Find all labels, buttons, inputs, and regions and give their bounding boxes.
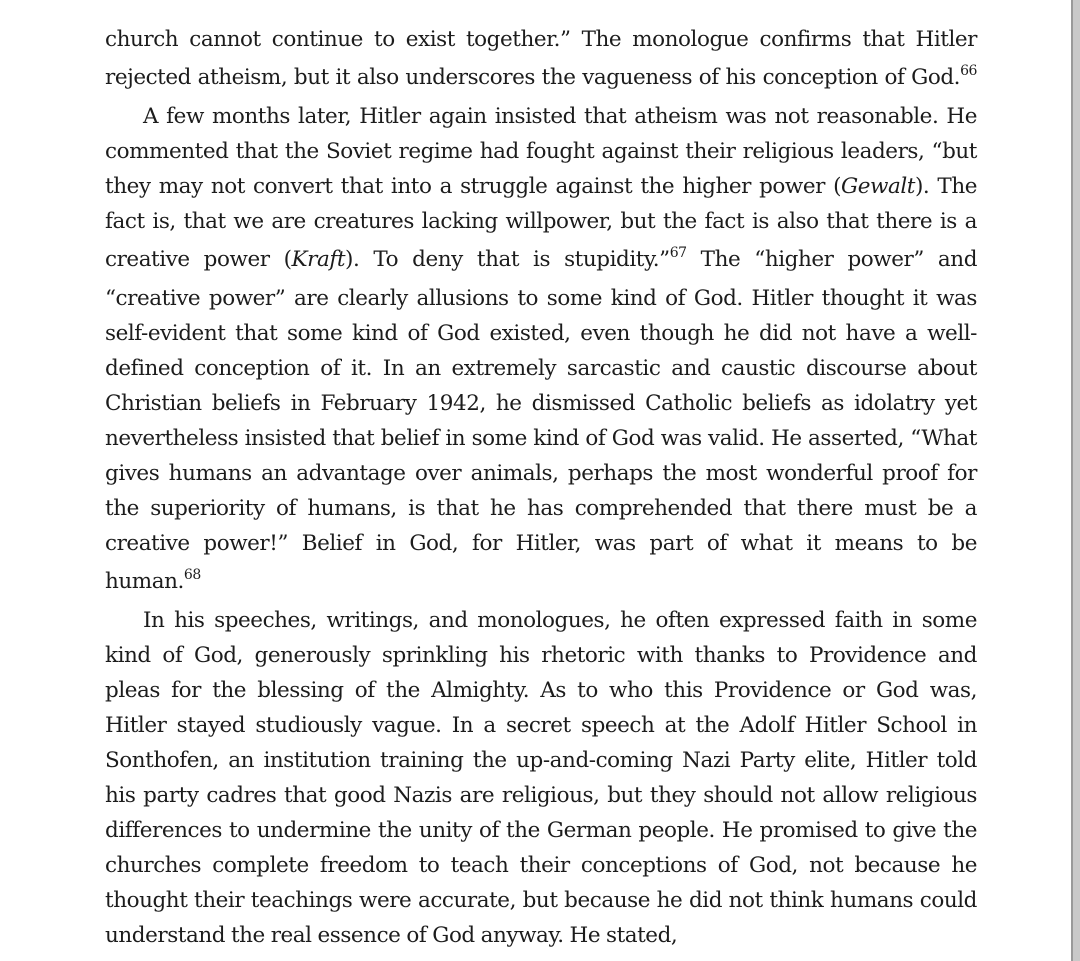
text-line: church cannot continue to exist together.” The monologue confirms that Hitler (105, 27, 977, 52)
paragraph-start-line: In his speeches, writings, and monologues, he often expressed faith in some (143, 608, 977, 633)
text-line: “creative power” are clearly allusions to some kind of God. Hitler thought it was (105, 286, 977, 311)
text-line: differences to undermine the unity of the German people. He promised to give the (105, 818, 977, 843)
text-line: gives humans an advantage over animals, perhaps the most wonderful proof for (105, 461, 977, 486)
text-line: churches complete freedom to teach their conceptions of God, not because he (105, 853, 977, 878)
text-line: creative power!” Belief in God, for Hitler, was part of what it means to be (105, 531, 977, 556)
footnote-ref[interactable]: 67 (669, 245, 687, 261)
text-line: kind of God, generously sprinkling his rhetoric with thanks to Providence and (105, 643, 977, 668)
text-line: fact is, that we are creatures lacking willpower, but the fact is also that there is a (105, 209, 977, 234)
text-line: his party cadres that good Nazis are religious, but they should not allow religious (105, 783, 977, 808)
text-line: they may not convert that into a struggle against the higher power (Gewalt). The (105, 174, 977, 199)
text-line: rejected atheism, but it also underscores the vagueness of his conception of God.$^{66}$ (105, 63, 977, 90)
text-line: creative power (Kraft). To deny that is stupidity.”$^{67}$ The “higher power” and (105, 245, 978, 272)
book-page-text (105, 22, 977, 953)
text-line: self-evident that some kind of God existed, even though he did not have a well- (105, 321, 977, 346)
text-line: understand the real essence of God anyway. He stated, (105, 923, 678, 948)
text-line: commented that the Soviet regime had fought against their religious leaders, “but (105, 139, 977, 164)
text-line: Christian beliefs in February 1942, he dismissed Catholic beliefs as idolatry yet (105, 391, 977, 416)
text-line: pleas for the blessing of the Almighty. As to who this Providence or God was, (105, 678, 977, 703)
paragraph-start-line: A few months later, Hitler again insisted that atheism was not reasonable. He (143, 104, 977, 129)
text-line: defined conception of it. In an extremely sarcastic and caustic discourse about (105, 356, 977, 381)
text-line: Hitler stayed studiously vague. In a secret speech at the Adolf Hitler School in (105, 713, 977, 738)
page-edge-shadow (1071, 0, 1080, 961)
text-line: Sonthofen, an institution training the up-and-coming Nazi Party elite, Hitler told (105, 748, 977, 773)
text-line: nevertheless insisted that belief in some kind of God was valid. He asserted, “What (105, 426, 977, 451)
text-line: the superiority of humans, is that he has comprehended that there must be a (105, 496, 977, 521)
footnote-ref[interactable]: 68 (183, 567, 201, 583)
footnote-ref[interactable]: 66 (960, 63, 977, 79)
text-line: human.$^{68}$ (105, 567, 201, 594)
text-line: thought their teachings were accurate, but because he did not think humans could (105, 888, 977, 913)
